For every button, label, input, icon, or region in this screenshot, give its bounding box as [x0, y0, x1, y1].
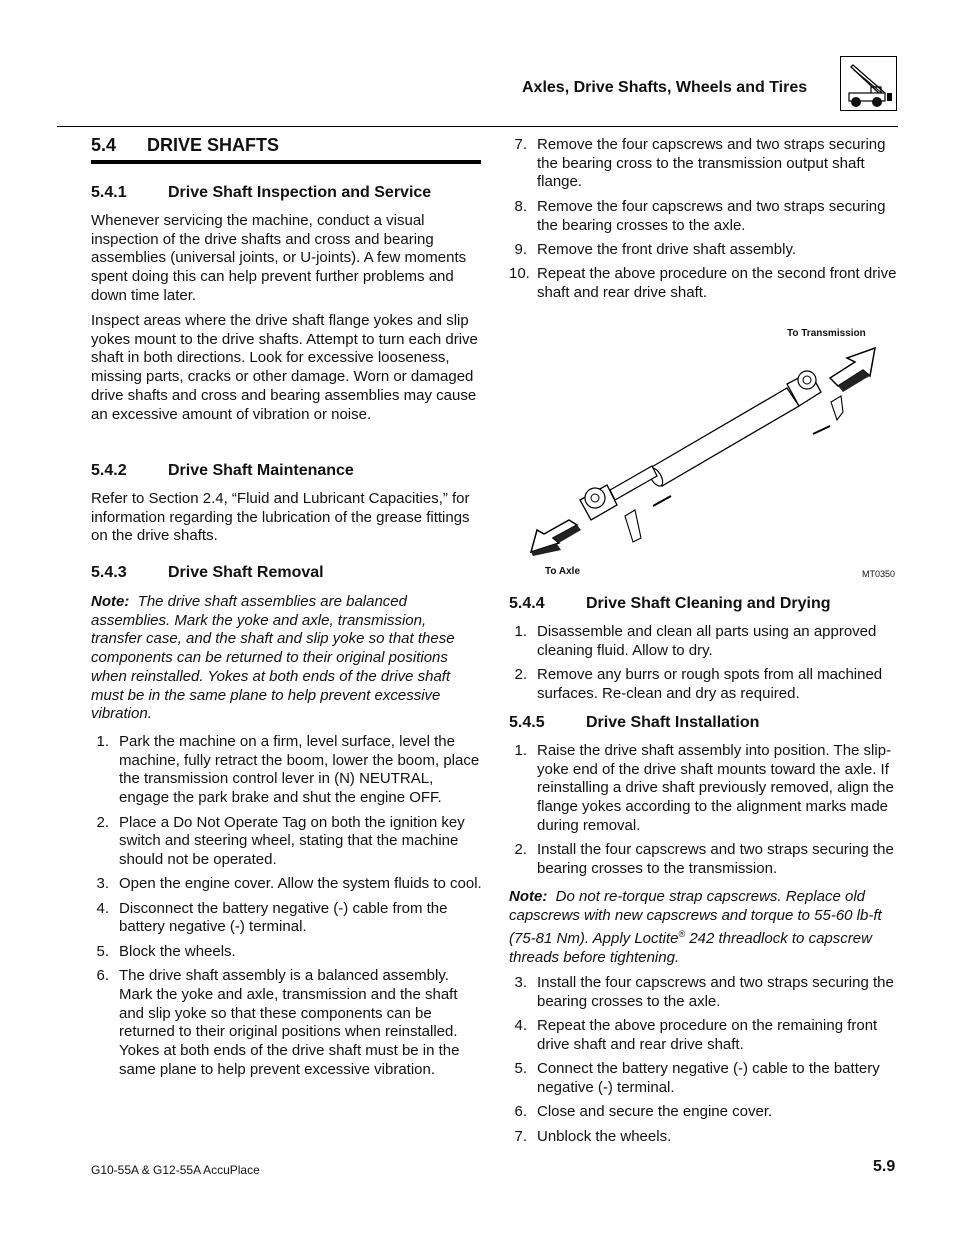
subsection-545-heading — [509, 714, 759, 733]
step-text: Install the four capscrews and two straps securing the bearing crosses to the axle. — [537, 974, 894, 1010]
subsection-title: Drive Shaft Installation — [586, 714, 760, 731]
step-item — [509, 841, 901, 878]
subsection-number: 5.4.5 — [509, 714, 545, 731]
step-number: 6. — [514, 1103, 527, 1121]
step-text: Close and secure the engine cover. — [537, 1103, 773, 1121]
step-item — [91, 943, 483, 962]
cleaning-steps — [509, 623, 901, 709]
footer-model: G10-55A & G12-55A AccuPlace — [91, 1163, 260, 1177]
step-number: 1. — [96, 733, 109, 750]
step-number: 2. — [514, 841, 527, 859]
step-item — [509, 241, 901, 260]
step-item — [509, 265, 901, 302]
header-title: Axles, Drive Shafts, Wheels and Tires — [522, 79, 808, 96]
note-text: 242 threadlock to capscrew threads before tightening. — [509, 930, 872, 967]
step-number: 3. — [514, 974, 527, 991]
drive-shaft-illustration — [525, 340, 885, 565]
subsection-title: Drive Shaft Inspection and Service — [168, 184, 432, 201]
step-number: 4. — [96, 899, 109, 917]
step-text: Raise the drive shaft assembly into position. The slip-yoke end of the drive shaft mounts toward the axle. If reinstalling a drive shaft previously removed, align the flange yokes according to the alignment marks made during removal. — [537, 742, 894, 834]
subsection-number: 5.4.1 — [91, 184, 127, 201]
step-item — [509, 1060, 901, 1097]
step-number: 6. — [96, 967, 109, 985]
step-number: 2. — [514, 666, 527, 684]
step-text: The drive shaft assembly is a balanced assembly. Mark the yoke and axle, transmission and the shaft and slip yoke so that these components can be returned to their original positions when reinstalled. Yokes at both ends of the drive shaft must be in the same plane to help prevent excessive vibration. — [119, 967, 460, 1078]
step-text: Block the wheels. — [119, 942, 236, 960]
paragraph: Inspect areas where the drive shaft flange yokes and slip yokes mount to the drive shafts. Attempt to turn each drive shaft in both directions. Look for excessive looseness, missing parts, cracks or other damage. Worn or damaged drive shafts and cross and bearing assemblies may cause an excessive amount of vibration or noise. — [91, 312, 478, 423]
note-text: Do not re-torque strap capscrews. Replace old capscrews with new capscrews and torque to 55-60 lb-ft (75-81 Nm). Apply Loctite — [509, 888, 882, 948]
step-text: Repeat the above procedure on the remaining front drive shaft and rear drive shaft. — [537, 1017, 878, 1053]
section-title-text: DRIVE SHAFTS — [147, 135, 280, 155]
paragraph: Refer to Section 2.4, “Fluid and Lubricant Capacities,” for information regarding the lubrication of the grease fittings on the drive shafts. — [91, 490, 470, 545]
subsection-number: 5.4.4 — [509, 595, 545, 612]
subsection-542-heading — [91, 462, 354, 481]
step-number: 1. — [514, 623, 527, 640]
note — [91, 593, 479, 724]
step-number: 8. — [514, 197, 527, 215]
step-item — [509, 974, 901, 1011]
step-text: Place a Do Not Operate Tag on both the ignition key switch and steering wheel, stating that the machine should not be operated. — [119, 813, 465, 868]
step-number: 7. — [514, 1127, 527, 1145]
header-rule — [57, 126, 898, 127]
removal-steps-right — [509, 136, 901, 308]
step-item — [91, 814, 483, 870]
section-title — [91, 136, 279, 155]
step-item — [509, 1103, 901, 1122]
step-item — [509, 1128, 901, 1147]
registered-mark: ® — [678, 929, 686, 940]
step-text: Connect the battery negative (-) cable to the battery negative (-) terminal. — [537, 1060, 880, 1096]
installation-steps-a — [509, 742, 901, 884]
step-item — [509, 198, 901, 235]
step-text: Park the machine on a firm, level surface, level the machine, fully retract the boom, lower the boom, place the transmission control lever in (N) NEUTRAL, engage the park brake and shut the engine OFF. — [119, 733, 480, 807]
step-item — [509, 666, 901, 703]
step-number: 5. — [514, 1060, 527, 1078]
step-number: 7. — [514, 136, 527, 153]
subsection-number: 5.4.3 — [91, 564, 127, 581]
step-text: Install the four capscrews and two straps securing the bearing crosses to the transmission. — [537, 841, 894, 877]
page-number: 5.9 — [873, 1158, 896, 1175]
step-item — [91, 900, 483, 937]
subsection-title: Drive Shaft Removal — [168, 564, 324, 581]
subsection-544-heading — [509, 595, 830, 614]
step-number: 4. — [514, 1017, 527, 1035]
step-item — [91, 875, 483, 894]
step-text: Unblock the wheels. — [537, 1127, 672, 1145]
step-number: 5. — [96, 942, 109, 960]
step-item — [509, 136, 901, 192]
step-text: Remove the four capscrews and two straps securing the bearing crosses to the axle. — [537, 197, 886, 234]
step-item — [509, 742, 901, 836]
figure-label-to-transmission: To Transmission — [787, 328, 866, 339]
step-text: Remove the four capscrews and two straps securing the bearing cross to the transmission output shaft flange. — [537, 136, 886, 191]
step-number: 10. — [509, 265, 530, 283]
step-number: 9. — [514, 240, 527, 258]
removal-steps-left — [91, 733, 483, 1085]
figure-label-to-axle: To Axle — [545, 566, 581, 577]
paragraph: Whenever servicing the machine, conduct a visual inspection of the drive shafts and cross and bearing assemblies (universal joints, or U-joints). A few moments spent doing this can help prevent further problems and down time later. — [91, 212, 467, 304]
note — [509, 888, 901, 968]
subsection-541-heading — [91, 184, 431, 203]
step-text: Disassemble and clean all parts using an approved cleaning fluid. Allow to dry. — [537, 623, 877, 659]
installation-steps-b — [509, 974, 901, 1152]
note-label: Note: — [91, 593, 130, 610]
subsection-number: 5.4.2 — [91, 462, 127, 479]
figure-code: MT0350 — [862, 569, 896, 579]
step-number: 3. — [96, 875, 109, 893]
step-text: Remove the front drive shaft assembly. — [537, 240, 796, 258]
subsection-543-heading — [91, 564, 324, 583]
step-text: Open the engine cover. Allow the system fluids to cool. — [119, 875, 482, 893]
step-number: 1. — [514, 742, 527, 759]
note-label: Note: — [509, 888, 548, 905]
step-number: 2. — [96, 813, 109, 831]
step-item — [509, 623, 901, 660]
section-rule — [91, 160, 481, 164]
step-text: Repeat the above procedure on the second front drive shaft and rear drive shaft. — [537, 265, 897, 301]
step-item — [509, 1017, 901, 1054]
telehandler-machine-icon — [840, 56, 897, 111]
subsection-title: Drive Shaft Cleaning and Drying — [586, 595, 831, 612]
step-text: Disconnect the battery negative (-) cable from the battery negative (-) terminal. — [119, 899, 448, 936]
note-text: The drive shaft assemblies are balanced assemblies. Mark the yoke and axle, transmission, transfer case, and the shaft and slip yoke so that these components can be returned to their original positions when reinstalled. Yokes at both ends of the drive shaft must be in the same plane to help prevent excessive vibration. — [91, 593, 455, 723]
step-item — [91, 733, 483, 808]
step-text: Remove any burrs or rough spots from all machined surfaces. Re-clean and dry as required. — [537, 666, 883, 702]
section-number: 5.4 — [91, 135, 117, 155]
step-item — [91, 967, 483, 1079]
subsection-title: Drive Shaft Maintenance — [168, 462, 354, 479]
